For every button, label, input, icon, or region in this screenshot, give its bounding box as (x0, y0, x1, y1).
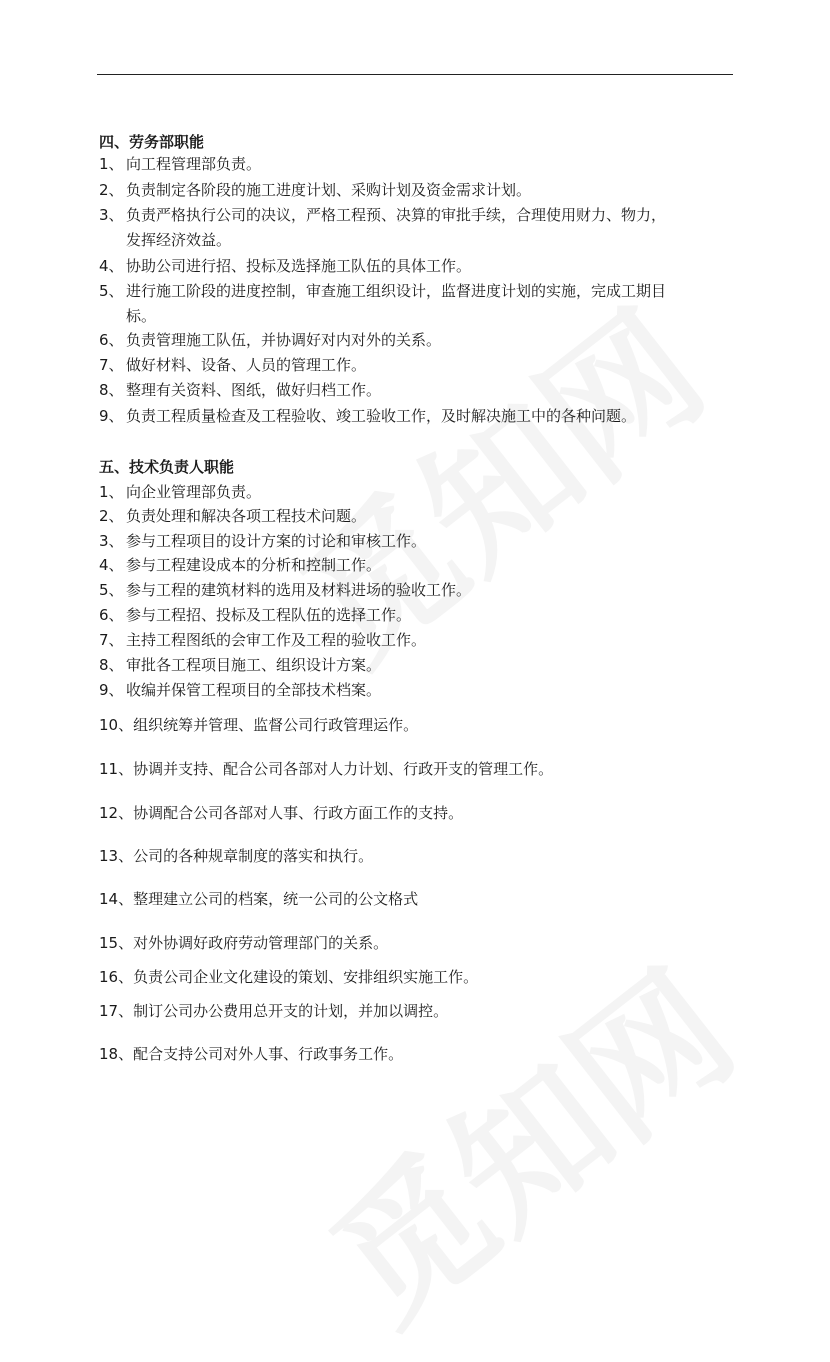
list-item: 15、对外协调好政府劳动管理部门的关系。 (99, 934, 389, 952)
list-item: 9、 收编并保管工程项目的全部技术档案。 (99, 681, 382, 699)
section-5-title: 五、技术负责人职能 (99, 458, 235, 476)
list-item: 3、 参与工程项目的设计方案的讨论和审核工作。 (99, 532, 427, 550)
list-item: 4、 协助公司进行招、投标及选择施工队伍的具体工作。 (99, 257, 472, 275)
list-item: 14、整理建立公司的档案，统一公司的公文格式 (99, 890, 419, 908)
list-item: 9、 负责工程质量检查及工程验收、竣工验收工作，及时解决施工中的各种问题。 (99, 407, 637, 425)
list-item: 8、 审批各工程项目施工、组织设计方案。 (99, 656, 382, 674)
list-item: 8、 整理有关资料、图纸，做好归档工作。 (99, 381, 382, 399)
list-item: 11、协调并支持、配合公司各部对人力计划、行政开支的管理工作。 (99, 760, 554, 778)
list-item: 7、 做好材料、设备、人员的管理工作。 (99, 356, 367, 374)
list-item: 1、 向工程管理部负责。 (99, 155, 262, 173)
list-item: 12、协调配合公司各部对人事、行政方面工作的支持。 (99, 804, 464, 822)
list-item: 18、配合支持公司对外人事、行政事务工作。 (99, 1045, 404, 1063)
list-item: 6、 负责管理施工队伍，并协调好对内对外的关系。 (99, 331, 442, 349)
list-item: 6、 参与工程招、投标及工程队伍的选择工作。 (99, 606, 412, 624)
list-item: 13、公司的各种规章制度的落实和执行。 (99, 847, 374, 865)
list-item: 16、负责公司企业文化建设的策划、安排组织实施工作。 (99, 968, 479, 986)
list-item: 2、 负责处理和解决各项工程技术问题。 (99, 507, 367, 525)
list-item: 7、 主持工程图纸的会审工作及工程的验收工作。 (99, 631, 427, 649)
list-item: 1、 向企业管理部负责。 (99, 483, 262, 501)
list-item: 5、 参与工程的建筑材料的选用及材料进场的验收工作。 (99, 581, 472, 599)
header-rule (97, 74, 733, 75)
list-item: 17、制订公司办公费用总开支的计划，并加以调控。 (99, 1002, 449, 1020)
list-item: 4、 参与工程建设成本的分析和控制工作。 (99, 556, 382, 574)
list-item: 10、组织统筹并管理、监督公司行政管理运作。 (99, 716, 419, 734)
list-item: 5、 进行施工阶段的进度控制，审查施工组织设计，监督进度计划的实施，完成工期目 标。 (99, 282, 667, 325)
list-item: 2、 负责制定各阶段的施工进度计划、采购计划及资金需求计划。 (99, 181, 532, 199)
list-item: 3、 负责严格执行公司的决议，严格工程预、决算的审批手续，合理使用财力、物力， 发挥经济效益。 (99, 206, 667, 249)
section-4-title: 四、劳务部职能 (99, 133, 205, 151)
